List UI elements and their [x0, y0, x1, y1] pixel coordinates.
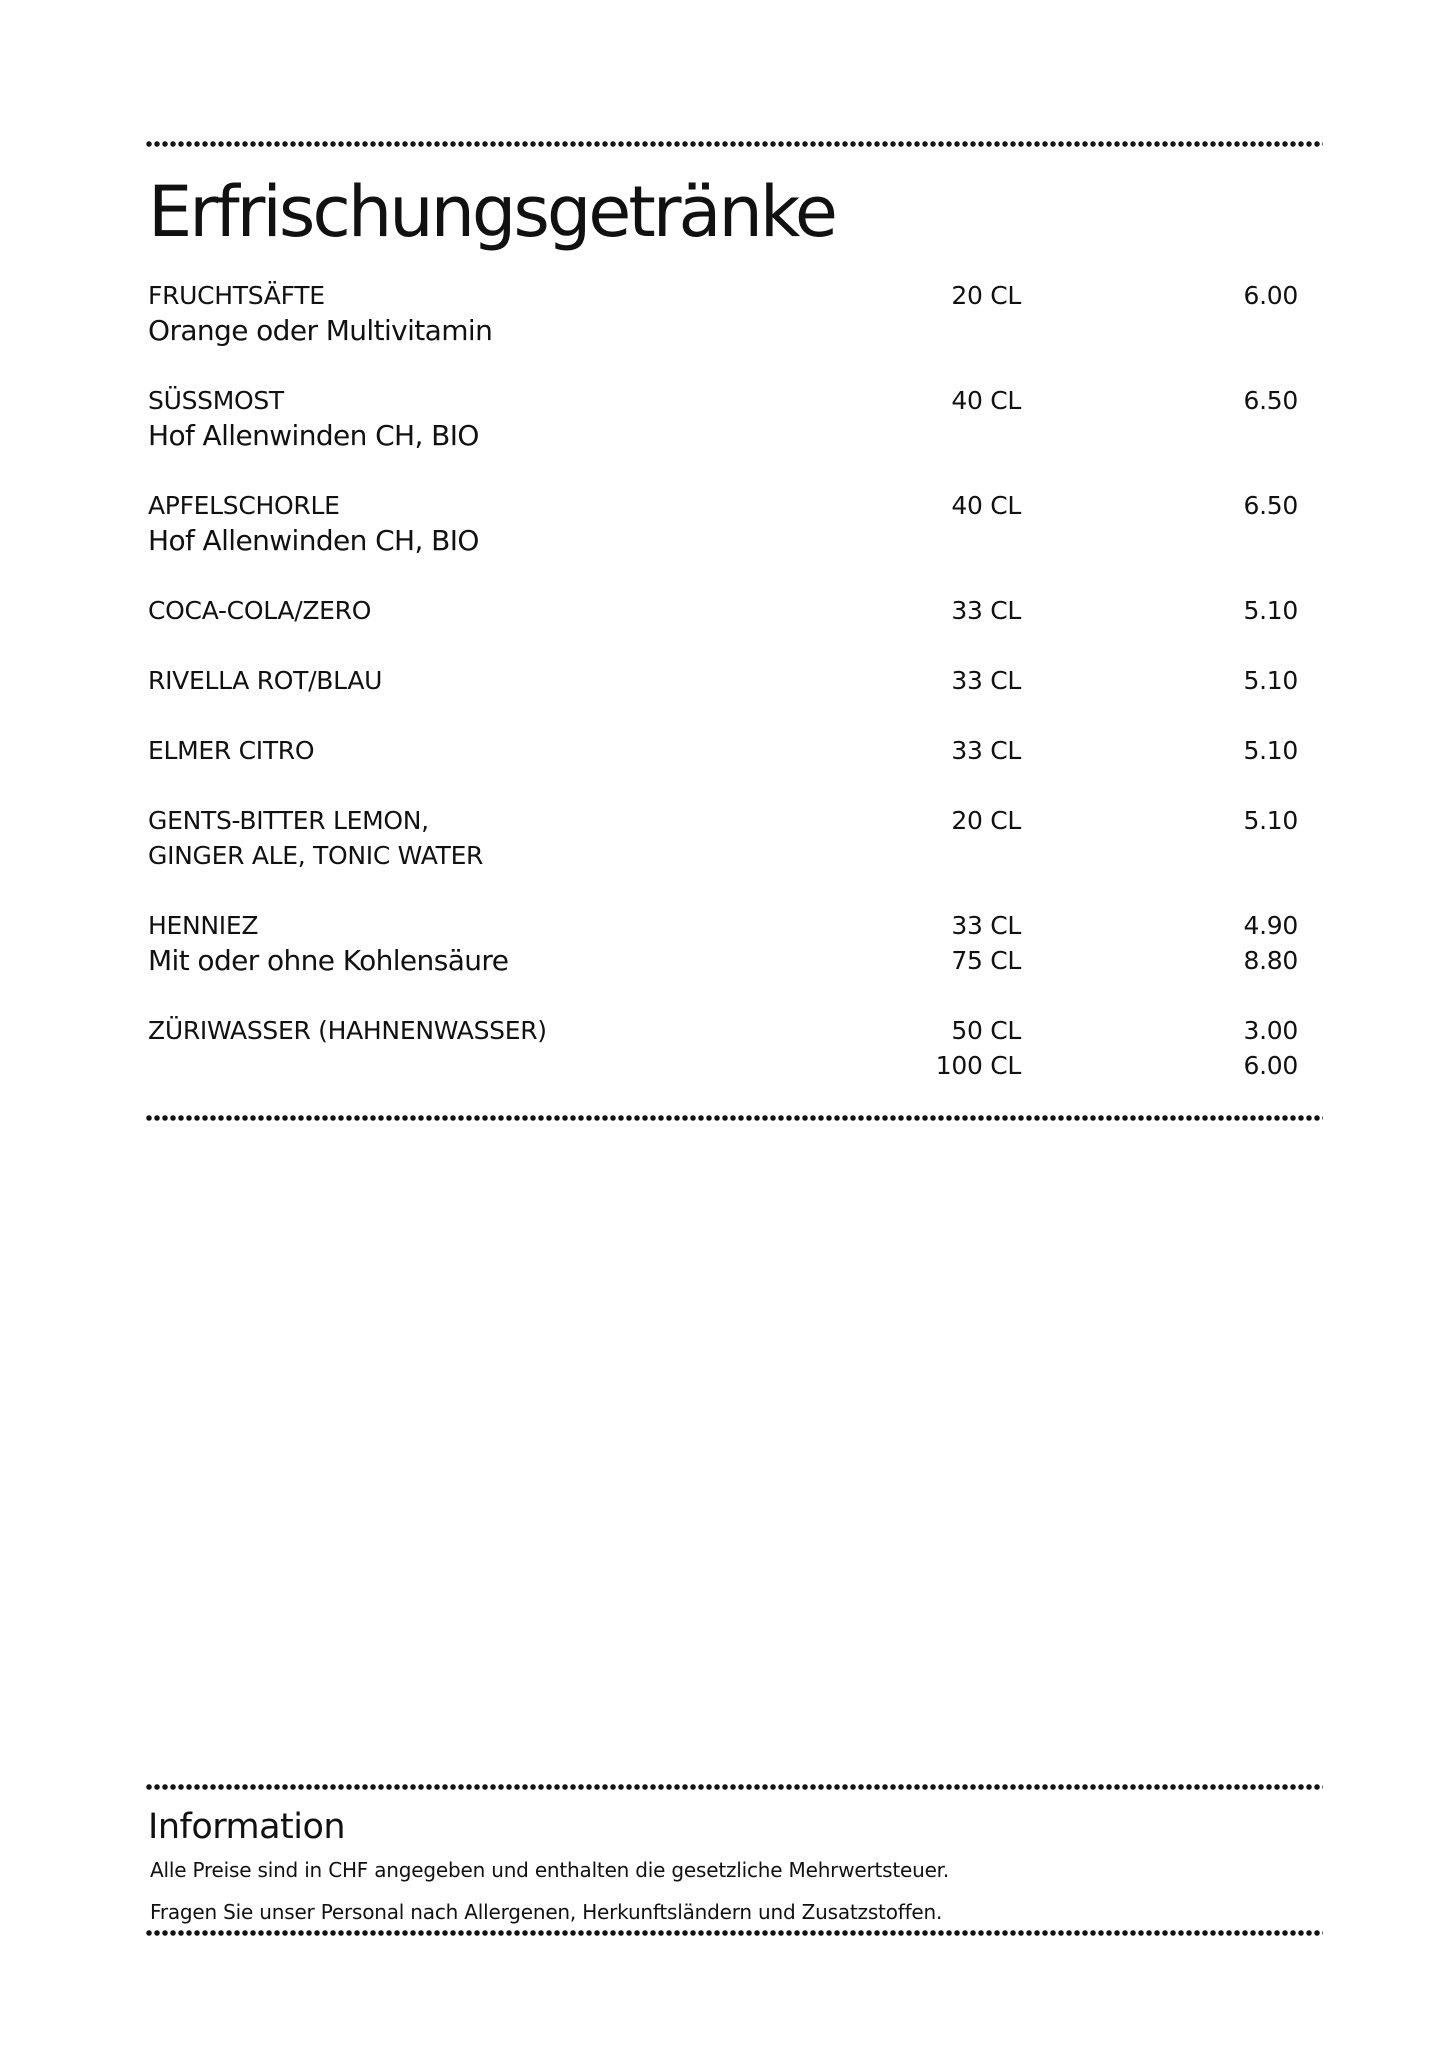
item-name: SÜSSMOST [148, 386, 284, 415]
item-name: RIVELLA ROT/BLAU [148, 666, 383, 695]
menu-item-rivella [148, 663, 1298, 733]
item-volume: 40 CL [951, 491, 1021, 520]
menu-item-fruchtsaefte [148, 278, 1298, 383]
info-bottom-dotted-divider [145, 1930, 1323, 1936]
item-price: 4.90 [1243, 911, 1298, 940]
item-name: COCA-COLA/ZERO [148, 596, 372, 625]
item-volume: 40 CL [951, 386, 1021, 415]
item-price: 5.10 [1243, 596, 1298, 625]
item-price: 5.10 [1243, 666, 1298, 695]
item-price: 5.10 [1243, 806, 1298, 835]
menu-item-apfelschorle [148, 488, 1298, 593]
item-volume: 50 CL [951, 1016, 1021, 1045]
item-price-2: 6.00 [1243, 1051, 1298, 1080]
menu-item-suessmost [148, 383, 1298, 488]
item-name-continued: GINGER ALE, TONIC WATER [148, 841, 484, 870]
item-price: 5.10 [1243, 736, 1298, 765]
item-volume: 33 CL [951, 911, 1021, 940]
menu-item-henniez [148, 908, 1298, 1013]
drinks-menu [148, 278, 1298, 1093]
item-price: 6.50 [1243, 491, 1298, 520]
item-volume-2: 100 CL [935, 1051, 1021, 1080]
item-volume: 33 CL [951, 666, 1021, 695]
item-description: Hof Allenwinden CH, BIO [148, 419, 479, 452]
item-price: 6.00 [1243, 281, 1298, 310]
item-price: 3.00 [1243, 1016, 1298, 1045]
menu-item-gents [148, 803, 1298, 908]
item-volume: 20 CL [951, 281, 1021, 310]
info-top-dotted-divider [145, 1784, 1323, 1790]
item-name: APFELSCHORLE [148, 491, 340, 520]
item-description: Hof Allenwinden CH, BIO [148, 524, 479, 557]
item-price-2: 8.80 [1243, 946, 1298, 975]
menu-item-zueriwasser [148, 1013, 1298, 1093]
item-name: HENNIEZ [148, 911, 259, 940]
item-volume-2: 75 CL [951, 946, 1021, 975]
item-name: FRUCHTSÄFTE [148, 281, 325, 310]
top-dotted-divider [145, 141, 1323, 147]
info-title: Information [148, 1807, 346, 1847]
item-name: ZÜRIWASSER (HAHNENWASSER) [148, 1016, 547, 1045]
item-volume: 20 CL [951, 806, 1021, 835]
item-name: GENTS-BITTER LEMON, [148, 806, 429, 835]
item-price: 6.50 [1243, 386, 1298, 415]
item-description: Mit oder ohne Kohlensäure [148, 944, 509, 977]
info-line-allergens: Fragen Sie unser Personal nach Allergenen, Herkunftsländern und Zusatzstoffen. [150, 1900, 943, 1924]
item-volume: 33 CL [951, 596, 1021, 625]
menu-item-coca-cola [148, 593, 1298, 663]
page-title: Erfrischungsgetränke [148, 171, 835, 253]
item-volume: 33 CL [951, 736, 1021, 765]
item-description: Orange oder Multivitamin [148, 314, 493, 347]
item-name: ELMER CITRO [148, 736, 315, 765]
info-line-vat: Alle Preise sind in CHF angegeben und enthalten die gesetzliche Mehrwertsteuer. [150, 1858, 950, 1882]
menu-bottom-dotted-divider [145, 1115, 1323, 1121]
menu-item-elmer-citro [148, 733, 1298, 803]
